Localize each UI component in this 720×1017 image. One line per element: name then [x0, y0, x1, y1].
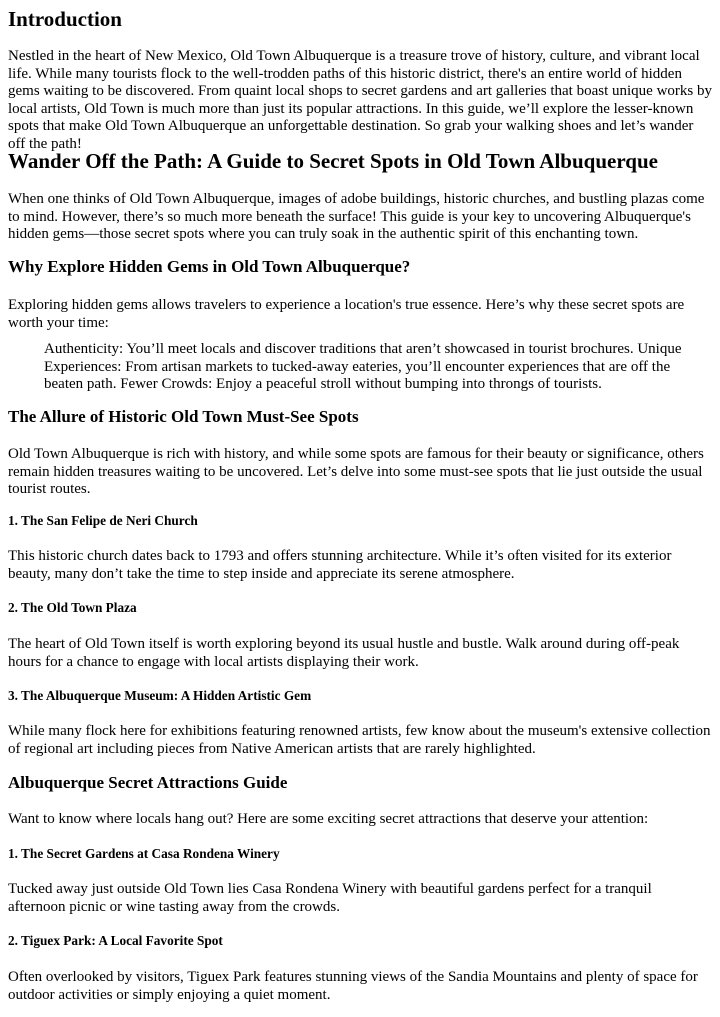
- secret-item-title: 1. The Secret Gardens at Casa Rondena Winery: [8, 846, 280, 861]
- allure-item-text: This historic church dates back to 1793 and offers stunning architecture. While it’s often visited for its exterior beauty, many don’t take the time to step inside and appreciate its serene atmosphere.: [8, 548, 672, 582]
- secret-item-text: Often overlooked by visitors, Tiguex Park features stunning views of the Sandia Mountains and plenty of space for outdoor activities or simply enjoying a quiet moment.: [8, 969, 698, 1003]
- allure-heading: The Allure of Historic Old Town Must-See Spots: [8, 407, 359, 426]
- allure-item-title: 2. The Old Town Plaza: [8, 600, 137, 615]
- allure-item-text: While many flock here for exhibitions featuring renowned artists, few know about the museum's extensive collection of regional art including pieces from Native American artists that are rarely highlighted.: [8, 723, 711, 757]
- why-paragraph: Exploring hidden gems allows travelers to experience a location's true essence. Here’s why these secret spots are worth your time:: [8, 297, 685, 331]
- secret-item-text: Tucked away just outside Old Town lies Casa Rondena Winery with beautiful gardens perfect for a tranquil afternoon picnic or wine tasting away from the crowds.: [8, 881, 652, 915]
- allure-item-text: The heart of Old Town itself is worth exploring beyond its usual hustle and bustle. Walk around during off-peak hours for a chance to engage with local artists displaying their work.: [8, 636, 680, 670]
- secret-item-title: 2. Tiguex Park: A Local Favorite Spot: [8, 933, 223, 948]
- intro-paragraph: Nestled in the heart of New Mexico, Old Town Albuquerque is a treasure trove of history, culture, and vibrant local life. While many tourists flock to the well-trodden paths of this historic district, there's an entire world of hidden gems waiting to be discovered. From quaint local shops to secret gardens and art galleries that boast unique works by local artists, Old Town is much more than just its popular attractions. In this guide, we’ll explore the lesser-known spots that make Old Town Albuquerque an unforgettable destination. So grab your walking shoes and let’s wander off the path!: [8, 48, 712, 152]
- why-heading: Why Explore Hidden Gems in Old Town Albuquerque?: [8, 257, 411, 276]
- intro-heading: Introduction: [8, 7, 122, 31]
- why-blockquote: Authenticity: You’ll meet locals and discover traditions that aren’t showcased in tourist brochures. Unique Experiences: From artisan markets to tucked-away eateries, you’ll encounter experiences that are off the beaten path. Fewer Crowds: Enjoy a peaceful stroll without bumping into throngs of tourists.: [44, 341, 682, 392]
- allure-paragraph: Old Town Albuquerque is rich with history, and while some spots are famous for their beauty or significance, others remain hidden treasures waiting to be uncovered. Let’s delve into some must-see spots that lie just outside the usual tourist routes.: [8, 446, 704, 497]
- main-heading: Wander Off the Path: A Guide to Secret Spots in Old Town Albuquerque: [8, 149, 658, 173]
- secret-heading: Albuquerque Secret Attractions Guide: [8, 773, 288, 792]
- main-paragraph: When one thinks of Old Town Albuquerque, images of adobe buildings, historic churches, and bustling plazas come to mind. However, there’s so much more beneath the surface! This guide is your key to uncovering Albuquerque's hidden gems—those secret spots where you can truly soak in the authentic spirit of this enchanting town.: [8, 191, 705, 242]
- allure-item-title: 1. The San Felipe de Neri Church: [8, 513, 198, 528]
- allure-item-title: 3. The Albuquerque Museum: A Hidden Artistic Gem: [8, 688, 312, 703]
- secret-paragraph: Want to know where locals hang out? Here are some exciting secret attractions that deserve your attention:: [8, 811, 649, 827]
